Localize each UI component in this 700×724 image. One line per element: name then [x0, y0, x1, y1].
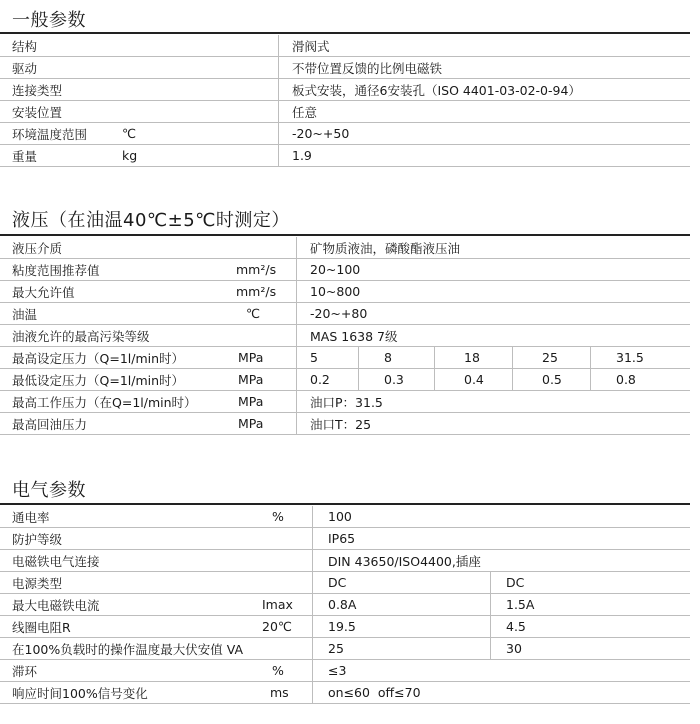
- column-divider: [312, 638, 313, 659]
- row-value: 任意: [292, 104, 318, 120]
- column-divider: [278, 35, 279, 56]
- column-divider: [278, 123, 279, 144]
- column-divider: [590, 347, 591, 368]
- row-value: 0.5: [542, 372, 562, 387]
- column-divider: [312, 594, 313, 615]
- row-label: 线圈电阻R: [12, 619, 71, 635]
- table-row: [0, 550, 690, 572]
- column-divider: [296, 281, 297, 302]
- column-divider: [296, 259, 297, 280]
- row-value: DC: [506, 575, 525, 590]
- row-value: 0.3: [384, 372, 404, 387]
- table-row: [0, 303, 690, 325]
- row-label: 重量: [12, 148, 38, 164]
- row-value: MAS 1638 7级: [310, 328, 398, 344]
- column-divider: [278, 101, 279, 122]
- section-rule: [0, 503, 690, 505]
- table-row: [0, 594, 690, 616]
- row-value: 25: [542, 350, 558, 365]
- row-label: 最大允许值: [12, 284, 75, 300]
- column-divider: [296, 303, 297, 324]
- row-value: 0.2: [310, 372, 330, 387]
- section-rule: [0, 32, 690, 34]
- table-row: [0, 506, 690, 528]
- column-divider: [490, 616, 491, 637]
- row-label: 结构: [12, 38, 38, 54]
- row-unit: MPa: [238, 350, 264, 365]
- row-label: 最高设定压力（Q=1l/min时）: [12, 350, 185, 366]
- column-divider: [296, 237, 297, 258]
- section-title-hydraulic: 液压（在油温40℃±5℃时测定）: [12, 210, 290, 231]
- row-label: 最大电磁铁电流: [12, 597, 100, 613]
- table-row: [0, 347, 690, 369]
- table-row: [0, 123, 690, 145]
- table-row: [0, 616, 690, 638]
- row-value: -20~+50: [292, 126, 350, 141]
- column-divider: [512, 369, 513, 390]
- row-label: 液压介质: [12, 240, 63, 256]
- row-unit: %: [272, 509, 284, 524]
- row-value: 18: [464, 350, 480, 365]
- table-row: [0, 281, 690, 303]
- column-divider: [434, 369, 435, 390]
- row-value: 油口P：31.5: [310, 394, 383, 410]
- row-value: 1.9: [292, 148, 312, 163]
- table-row: [0, 682, 690, 704]
- column-divider: [278, 145, 279, 166]
- row-unit: mm²/s: [236, 262, 277, 277]
- row-label: 油温: [12, 306, 38, 322]
- column-divider: [312, 660, 313, 681]
- row-value: 矿物质液油，磷酸酯液压油: [310, 240, 461, 256]
- row-value: 4.5: [506, 619, 526, 634]
- column-divider: [296, 413, 297, 434]
- row-value: DIN 43650/ISO4400,插座: [328, 553, 481, 569]
- table-row: [0, 57, 690, 79]
- row-label: 粘度范围推荐值: [12, 262, 100, 278]
- row-label: 连接类型: [12, 82, 63, 98]
- row-unit: kg: [122, 148, 138, 163]
- row-value: 31.5: [616, 350, 644, 365]
- table-row: [0, 528, 690, 550]
- column-divider: [296, 391, 297, 412]
- row-value: 25: [328, 641, 344, 656]
- row-value: 板式安装，通径6安装孔（ISO 4401-03-02-0-94）: [292, 82, 581, 98]
- table-row: [0, 638, 690, 660]
- row-unit: %: [272, 663, 284, 678]
- table-row: [0, 572, 690, 594]
- column-divider: [490, 594, 491, 615]
- column-divider: [590, 369, 591, 390]
- column-divider: [278, 79, 279, 100]
- row-label: 电源类型: [12, 575, 63, 591]
- row-label: 油液允许的最高污染等级: [12, 328, 150, 344]
- row-value: 滑阀式: [292, 38, 330, 54]
- row-value: 油口T：25: [310, 416, 372, 432]
- section-rule: [0, 234, 690, 236]
- row-unit: ms: [270, 685, 289, 700]
- row-value: 0.4: [464, 372, 484, 387]
- table-row: [0, 413, 690, 435]
- row-value: 20~100: [310, 262, 361, 277]
- column-divider: [312, 506, 313, 527]
- section-title-general: 一般参数: [12, 10, 86, 31]
- row-value: 不带位置反馈的比例电磁铁: [292, 60, 443, 76]
- row-unit: MPa: [238, 394, 264, 409]
- column-divider: [358, 369, 359, 390]
- row-label: 滞环: [12, 663, 38, 679]
- column-divider: [512, 347, 513, 368]
- table-row: [0, 101, 690, 123]
- row-value: 100: [328, 509, 352, 524]
- column-divider: [312, 528, 313, 549]
- row-value: 0.8A: [328, 597, 357, 612]
- row-label: 安装位置: [12, 104, 63, 120]
- row-unit: MPa: [238, 416, 264, 431]
- row-unit: mm²/s: [236, 284, 277, 299]
- row-label: 防护等级: [12, 531, 63, 547]
- row-unit: 20℃: [262, 619, 292, 634]
- row-label: 通电率: [12, 509, 50, 525]
- column-divider: [312, 682, 313, 703]
- column-divider: [312, 616, 313, 637]
- column-divider: [296, 369, 297, 390]
- row-value: IP65: [328, 531, 356, 546]
- row-unit: Imax: [262, 597, 293, 612]
- column-divider: [358, 347, 359, 368]
- row-unit: ℃: [246, 306, 261, 321]
- row-label: 驱动: [12, 60, 38, 76]
- table-row: [0, 325, 690, 347]
- row-value: on≤60 off≤70: [328, 685, 421, 700]
- table-row: [0, 660, 690, 682]
- table-row: [0, 79, 690, 101]
- column-divider: [312, 550, 313, 571]
- row-value: -20~+80: [310, 306, 368, 321]
- table-row: [0, 369, 690, 391]
- row-unit: ℃: [122, 126, 137, 141]
- column-divider: [296, 347, 297, 368]
- row-unit: MPa: [238, 372, 264, 387]
- row-label: 响应时间100%信号变化: [12, 685, 148, 701]
- row-value: 30: [506, 641, 522, 656]
- column-divider: [490, 572, 491, 593]
- table-row: [0, 237, 690, 259]
- row-value: 19.5: [328, 619, 356, 634]
- column-divider: [278, 57, 279, 78]
- table-row: [0, 259, 690, 281]
- column-divider: [296, 325, 297, 346]
- row-value: 5: [310, 350, 318, 365]
- row-label: 最高回油压力: [12, 416, 88, 432]
- table-row: [0, 391, 690, 413]
- row-value: 10~800: [310, 284, 361, 299]
- row-label: 电磁铁电气连接: [12, 553, 100, 569]
- row-value: DC: [328, 575, 347, 590]
- row-value: 8: [384, 350, 392, 365]
- row-value: 0.8: [616, 372, 636, 387]
- table-row: [0, 35, 690, 57]
- row-label: 最低设定压力（Q=1l/min时）: [12, 372, 185, 388]
- row-value: ≤3: [328, 663, 347, 678]
- table-row: [0, 145, 690, 167]
- column-divider: [490, 638, 491, 659]
- row-value: 1.5A: [506, 597, 535, 612]
- row-label: 环境温度范围: [12, 126, 88, 142]
- row-label: 最高工作压力（在Q=1l/min时）: [12, 394, 197, 410]
- column-divider: [434, 347, 435, 368]
- column-divider: [312, 572, 313, 593]
- section-title-electrical: 电气参数: [12, 480, 86, 501]
- row-label: 在100%负载时的操作温度最大伏安值 VA: [12, 641, 244, 657]
